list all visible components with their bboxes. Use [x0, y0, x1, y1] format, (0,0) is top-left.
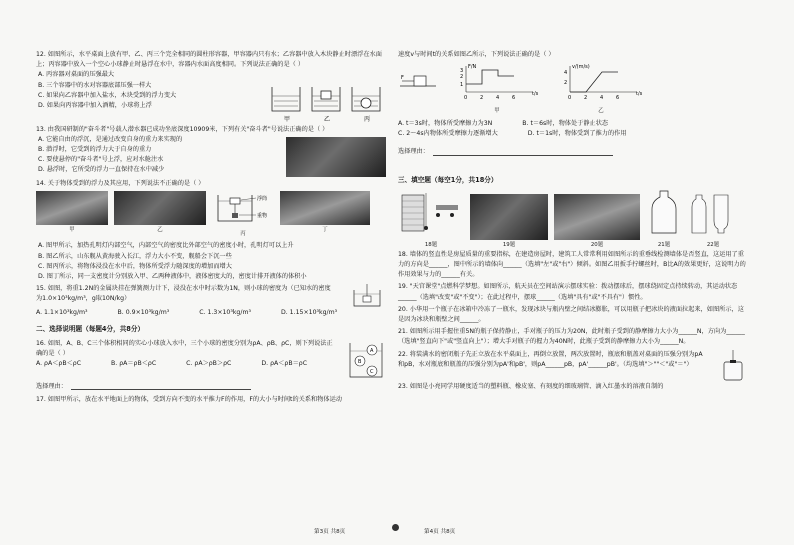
q16-reason: [36, 382, 386, 392]
weight-label: 重物: [257, 213, 268, 220]
question-13: [36, 125, 386, 177]
graph2-ylabel: v/(m/s): [572, 64, 590, 71]
graph2-ytick-4: 4: [564, 70, 568, 77]
q16-option-d: D. ρA＜ρB＝ρC: [261, 360, 308, 368]
graph1-ylabel: F/N: [468, 64, 477, 71]
graph1-xtick-6: 6: [512, 95, 516, 102]
q14-label-ding: 丁: [322, 227, 328, 234]
question-15-stem: 15. 如图，将重1.2N的金属块挂在弹簧测力计下，浸没在水中时示数为1N，则小球的密度为（已知水的密度为1.0×10³kg/m³，g取10N/kg）: [36, 285, 331, 303]
graph1-xlabel: t/s: [532, 91, 539, 98]
q12-container-figure: [266, 81, 386, 123]
fig-18-caption: 18题: [424, 241, 438, 248]
force-time-graph: [452, 62, 542, 116]
bottle-svg: [646, 189, 682, 235]
space-station-photo: [470, 194, 548, 240]
graph1-xtick-4: 4: [496, 95, 500, 102]
fig-19: [470, 194, 548, 250]
q13-option-d: D. 悬浮时，它所受的浮力一直保持在水中减少: [38, 166, 165, 174]
question-13-stem: 13. 由我国研制的"奋斗者"号载人潜水器已成功坐底深度10909米，下列有关"奋斗者"号说法正确的是（ ）: [36, 125, 329, 133]
buoy-label: 浮筒: [257, 196, 268, 203]
ice-bottle-photo: [554, 194, 640, 240]
hollow-ball: [361, 98, 371, 108]
three-balls-figure: [346, 339, 386, 379]
graph1-xtick-0: 0: [464, 95, 468, 102]
question-21: 21. 如图所示用手握住重5N的瓶子保持静止，手对瓶子的压力为20N，此时瓶子受到的静摩擦力大小为______N，方向为______（选填"竖直向下"或"竖直向上"）；增大手对瓶子的握力为40N时，此瓶子受到的静摩擦力大小为______N。: [398, 328, 745, 346]
wall-plumb-svg: [398, 189, 464, 235]
q13-option-a: A. 它能自由的浮沉，是通过改变自身的重力来实现的: [38, 135, 183, 143]
question-12-stem: 12. 如图所示，水平桌面上放有甲、乙、丙三个完全相同的圆柱形容器，甲容器内只有水；乙容器中放入木块静止时漂浮在水面上；丙容器中放入一个空心小球静止时悬浮在水中，容器内水面高度相同。下列说法正确的是（ ）: [36, 51, 382, 69]
q14-figure-yi: [114, 191, 206, 239]
q16-options: [36, 359, 336, 369]
lantern-photo: [36, 191, 108, 225]
svg-text:F: F: [401, 75, 404, 82]
page-number-left: 第3页 共8页: [314, 529, 346, 535]
binding-mark: [392, 524, 399, 531]
q12-option-c: C. 如果向乙容器中加入盐水，木块受到的浮力变大: [38, 91, 177, 99]
fig-18: [398, 189, 464, 249]
graph1-ytick-2: 2: [460, 74, 464, 81]
q15-option-b: B. 0.9×10³kg/m³: [117, 309, 170, 317]
fig-19-caption: 19题: [502, 241, 516, 248]
question-14: [36, 179, 386, 282]
q17-option-c: C. 2～4s内物体所受摩擦力逐渐增大: [398, 129, 498, 137]
q12-option-b: B. 三个容器中的水对容器底部压强一样大: [38, 81, 152, 89]
q17-options-row2: [398, 129, 748, 139]
q16-option-c: C. ρA＞ρB＞ρC: [186, 360, 232, 368]
graph2-xtick-6: 6: [616, 95, 620, 102]
left-column: [36, 50, 386, 407]
q14-label-yi: 乙: [157, 227, 163, 234]
section-3-title: 三、填空题（每空1分，共18分）: [398, 176, 498, 185]
q15-option-a: A. 1.1×10³kg/m³: [36, 309, 88, 317]
question-17-stem: 17. 如图甲所示，放在水平地面上的物体，受到方向不变的水平推力F的作用，F的大小与时间t的关系和物体运动: [36, 395, 342, 403]
q14-figure-jia: [36, 191, 108, 239]
ball-b-label: B: [358, 358, 362, 365]
question-14-stem: 14. 关于物体受到的浮力及其应用，下列说法不正确的是（ ）: [36, 179, 205, 187]
q14-option-a: A. 图甲所示，加热孔明灯内部空气，内部空气的密度比外部空气的密度小时，孔明灯可以上升: [38, 242, 294, 250]
question-18: 18. 墙体的竖直性是房屋质量的重要指标，在建造房屋时，建筑工人常常利用如图所示的重垂线检测墙体是否竖直，这运用了重力的方向是______，图中所示的墙体向______（选填"左"或"右"）倾斜。如图乙用扳手拧螺丝时，B比A的效果更好，这说明力的作用效果与力的______有关。: [398, 250, 746, 279]
hydrometer-photo: [280, 191, 370, 225]
submersible-photo: [286, 137, 386, 177]
q17-option-d: D. t＝1s时，物体受到了推力的作用: [527, 129, 627, 137]
velocity-time-graph: [556, 62, 646, 116]
question-23: 23. 如图是小亮同学用硬度适当的塑料瓶、橡皮塞、有刻度的细玻璃管、滴入红墨水的溶液自制的: [398, 382, 664, 390]
q13-option-c: C. 要使悬停的"奋斗者"号上浮，应对水舱注水: [38, 156, 164, 164]
fig-label-yi: 乙: [324, 115, 331, 123]
question-17: [36, 395, 386, 405]
question-16-stem: 16. 如图，A、B、C三个体积相同的实心小球放入水中，三个小球的密度分别为ρA、ρB、ρC，则下列说法正确的是（ ）: [36, 339, 333, 357]
q14-option-b: B. 图乙所示，山东舰从黄海驶入长江，浮力大小不变，舰船会下沉一些: [38, 252, 232, 260]
question-22: 22. 将装满水的密闭瓶子先正立放在水平桌面上，再倒立放置，两次放置时，瓶底和瓶盖对桌面的压强分别为pA和pB，水对瓶底和瓶盖的压强分别为pA'和pB'，则pA______pB，pA'______pB'。（均选填"＞""＜"或"＝"）: [398, 350, 703, 368]
ball-c-label: C: [370, 368, 374, 375]
q17-option-b: B. t＝6s时，物体处于静止状态: [522, 119, 609, 127]
q14-label-jia: 甲: [69, 227, 75, 234]
q17-continued: 速度v与时间t的关系如图乙所示，下列说法正确的是（ ）: [398, 51, 555, 58]
q16-option-a: A. ρA＜ρB＜ρC: [36, 360, 82, 368]
q14-figure-bing: [212, 191, 274, 239]
q14-option-d: D. 图丁所示，同一支密度计分别放入甲、乙两种液体中，液体密度大的，密度计排开液体的体积小: [38, 273, 307, 281]
q17-option-a: A. t＝3s时，物体所受摩擦力为3N: [398, 119, 493, 127]
question-20: 20. 小华用一个瓶子在冰箱中冷冻了一瓶水，发现冰块与瓶内壁之间结冰膨胀，可以用瓶子把冰块的液面拉起来，如图所示，这是因为冰块和瓶壁之间______。: [398, 305, 744, 324]
section-2-title: 二、选择说明题（每题4分，共8分）: [36, 325, 145, 334]
graph1-xtick-2: 2: [480, 95, 484, 102]
wood-block: [321, 91, 331, 99]
fig-label-bing: 丙: [364, 115, 371, 123]
graph2-caption: 乙: [598, 108, 604, 115]
graph2-xtick-2: 2: [584, 95, 588, 102]
fill-blank-figures: [398, 189, 748, 249]
spring-scale-figure: [350, 284, 386, 308]
velocity-time-svg: [556, 62, 646, 102]
fig-label-jia: 甲: [284, 115, 291, 123]
fig-22: [688, 189, 738, 249]
warship-photo: [114, 191, 206, 225]
page-number-right: 第4页 共8页: [424, 529, 456, 535]
q15-option-d: D. 1.15×10³kg/m³: [280, 309, 338, 317]
q15-options: [36, 308, 386, 318]
q17-block-figure: [398, 62, 438, 96]
question-15: [36, 284, 386, 318]
graph2-ytick-2: 2: [564, 80, 568, 87]
force-time-svg: [452, 62, 542, 102]
q14-option-c: C. 图丙所示，将物体浸没在水中后，物体所受浮力随深度的增加而增大: [38, 262, 232, 270]
q16-reason-blank[interactable]: [71, 383, 251, 390]
q15-option-c: C. 1.3×10³kg/m³: [199, 309, 251, 317]
q17-reason: [398, 147, 748, 157]
fig-20: [554, 194, 640, 250]
right-column: [398, 50, 748, 394]
ball-a-label: A: [370, 347, 374, 354]
q14-figure-ding: [280, 191, 370, 239]
graph1-ytick-3: 3: [460, 68, 464, 75]
q13-option-b: B. 潜浮时，它受到的浮力大于自身的重力: [38, 146, 152, 154]
fig-22-caption: 22题: [706, 241, 720, 248]
q16-option-b: B. ρA＝ρB＜ρC: [111, 360, 157, 368]
buoy-beaker-figure: [212, 191, 274, 225]
graph2-xlabel: t/s: [636, 91, 643, 98]
fig-20-caption: 20题: [590, 241, 604, 248]
q12-option-a: A. 丙容器对桌面的压强最大: [38, 71, 115, 79]
fig-21: [646, 189, 682, 249]
graph1-caption: 甲: [494, 108, 500, 115]
two-bottles-svg: [688, 189, 738, 235]
q14-label-bing: 丙: [240, 231, 246, 238]
q17-reason-label: 选择理由：: [398, 148, 429, 156]
graph2-xtick-0: 0: [568, 95, 572, 102]
q17-reason-blank[interactable]: [433, 149, 613, 156]
question-19: 19. "天宫课堂"点燃科学梦想。如图所示，航天员在空间站演示摆球实验：拨动摆球后，摆球绕固定点持续转动，其运动状态______（选填"改变"或"不变"）；在此过程中，摆球______（选填"具有"或"不具有"）惯性。: [398, 283, 738, 301]
graph2-xtick-4: 4: [600, 95, 604, 102]
q17-options-row1: [398, 119, 748, 129]
question-12: [36, 50, 386, 123]
fig-21-caption: 21题: [657, 241, 671, 248]
question-16: [36, 339, 386, 392]
q12-option-d: D. 如果向丙容器中加入酒精，小球将上浮: [38, 102, 152, 110]
fig-23-bottle-tube: [718, 350, 748, 382]
graph1-ytick-1: 1: [460, 82, 464, 89]
q16-reason-label: 选择理由：: [36, 382, 67, 390]
q17-graphs: [398, 62, 748, 116]
